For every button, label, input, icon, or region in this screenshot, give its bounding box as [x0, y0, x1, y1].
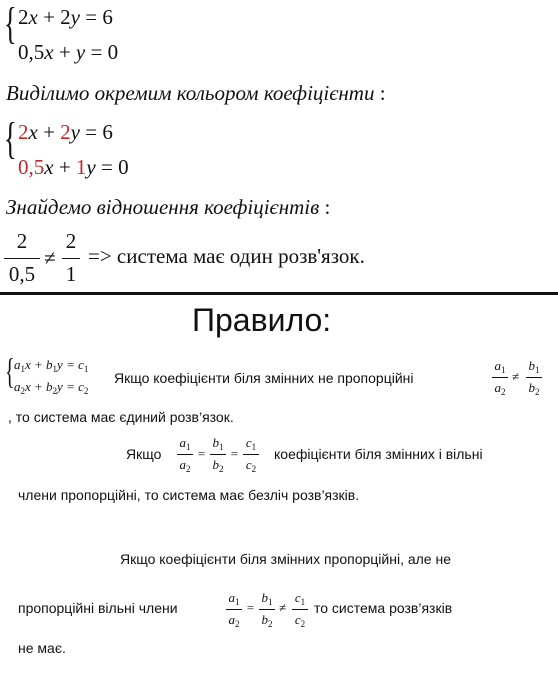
case1-text: Якщо коефіцієнти біля змінних не пропорційні [114, 370, 414, 386]
system2-eq2: 0,5x + 1y = 0 [18, 155, 129, 179]
case3-frac-a: $a_1$ $a_2$ [226, 590, 242, 632]
case2-frac-a: $a_1$ $a_2$ [177, 435, 193, 477]
case1-frac-a: $a_1$ $a_2$ [492, 358, 508, 400]
heading-find-ratio: Знайдемо відношення коефіцієнтів : [6, 195, 331, 219]
ratio-neq-sign: ≠ [44, 246, 56, 270]
case3-neq: ≠ [279, 600, 287, 615]
system1-eq1: 2x + 2y = 6 [18, 5, 113, 29]
ratio-fraction-1: 2 0,5 [4, 229, 40, 289]
case3-suffix: то система розв’язків [314, 600, 453, 616]
ratio-conclusion: => система має один розв'язок. [88, 244, 365, 268]
case1-tail: , то система має єдиний розв’язок. [8, 409, 234, 425]
section-divider [0, 292, 558, 295]
heading-highlight-coefficients: Виділимо окремим кольором коефіцієнти : [6, 81, 386, 105]
rule-system-line1: $a_1x + b_1y = c_1$ [14, 357, 89, 374]
rule-system-brace: { [5, 351, 15, 391]
case3-prefix: пропорційні вільні члени [18, 600, 178, 616]
system1-brace: { [4, 0, 17, 48]
case2-eq-1: = [197, 446, 206, 461]
system2-eq1: 2x + 2y = 6 [18, 120, 113, 144]
case3-frac-b: $b_1$ $b_2$ [259, 590, 275, 632]
rule-title: Правило: [192, 302, 332, 338]
system2-brace: { [4, 114, 17, 163]
ratio-fraction-2: 2 1 [62, 229, 80, 289]
case2-eq-2: = [230, 446, 239, 461]
case3-line1: Якщо коефіцієнти біля змінних пропорційні, але не [120, 551, 452, 567]
case1-neq: ≠ [512, 369, 520, 384]
case3-line3: не має. [18, 640, 66, 656]
case1-frac-b: $b_1$ $b_2$ [526, 358, 542, 400]
case2-text: коефіцієнти біля змінних і вільні [274, 446, 483, 462]
case3-frac-c: $c_1$ $c_2$ [292, 590, 308, 632]
case3-eq: = [246, 600, 255, 615]
rule-system-line2: $a_2x + b_2y = c_2$ [14, 379, 89, 396]
case2-frac-c: $c_1$ $c_2$ [243, 435, 259, 477]
system1-eq2: 0,5x + y = 0 [18, 40, 119, 64]
case2-frac-b: $b_1$ $b_2$ [210, 435, 226, 477]
case2-prefix: Якщо [126, 446, 162, 462]
case2-line2: члени пропорційні, то система має безліч розв’язків. [18, 487, 360, 503]
